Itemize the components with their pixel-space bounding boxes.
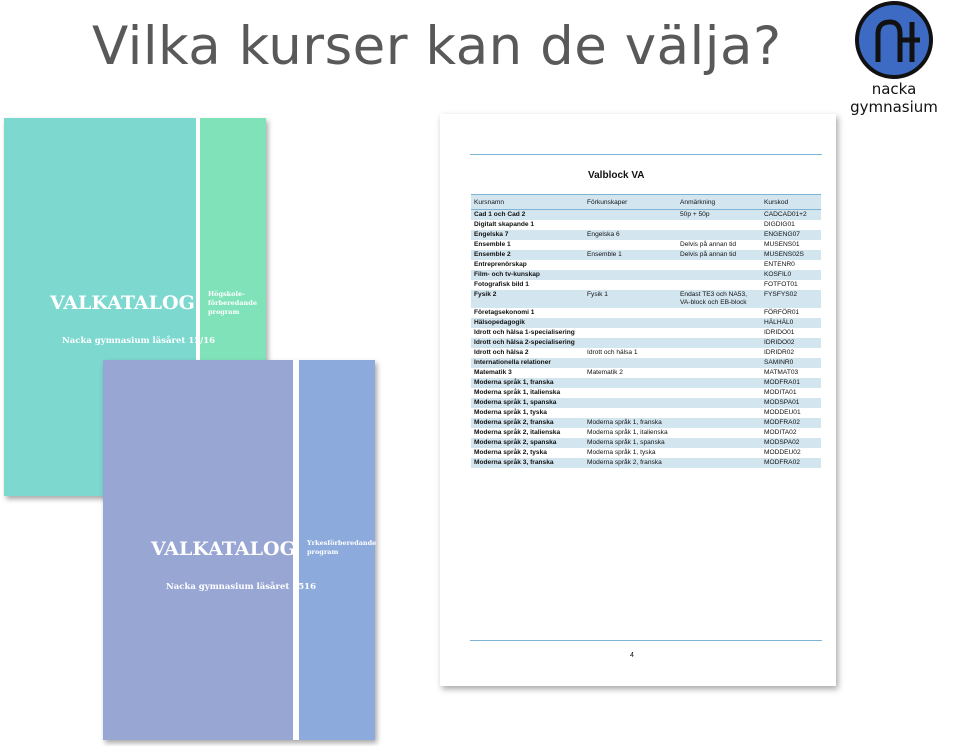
table-row bbox=[471, 318, 821, 328]
table-cell: ENTENR0 bbox=[761, 260, 821, 270]
table-cell: Delvis på annan tid bbox=[677, 250, 761, 260]
table-row bbox=[471, 210, 821, 221]
table-cell: Moderna språk 2, tyska bbox=[471, 448, 584, 458]
table-cell bbox=[677, 270, 761, 280]
table-cell bbox=[677, 230, 761, 240]
table-cell bbox=[677, 378, 761, 388]
table-cell: MODSPA02 bbox=[761, 438, 821, 448]
table-cell: IDRIDR02 bbox=[761, 348, 821, 358]
column-header: Kurskod bbox=[761, 195, 821, 210]
table-cell: Fotografisk bild 1 bbox=[471, 280, 584, 290]
table-cell: Moderna språk 1, spanska bbox=[471, 398, 584, 408]
table-row bbox=[471, 428, 821, 438]
table-cell: Moderna språk 1, italienska bbox=[584, 428, 677, 438]
table-row bbox=[471, 408, 821, 418]
cover-subtitle: Nacka gymnasium läsåret 15/16 bbox=[62, 336, 216, 346]
cover-title: VALKATALOG bbox=[151, 538, 296, 560]
table-cell bbox=[677, 220, 761, 230]
column-header: Förkunskaper bbox=[584, 195, 677, 210]
table-cell: Idrott och hälsa 2-specialisering bbox=[471, 338, 584, 348]
table-row bbox=[471, 388, 821, 398]
table-cell: FÖRFÖR01 bbox=[761, 308, 821, 318]
table-cell bbox=[677, 260, 761, 270]
table-cell: Moderna språk 1, franska bbox=[471, 378, 584, 388]
table-cell bbox=[584, 270, 677, 280]
table-cell bbox=[677, 438, 761, 448]
table-cell: MUSENS02S bbox=[761, 250, 821, 260]
table-cell bbox=[584, 240, 677, 250]
table-row bbox=[471, 378, 821, 388]
cover-side-text: Högskole-förberedande program bbox=[208, 290, 257, 316]
table-cell: 50p + 50p bbox=[677, 210, 761, 221]
table-cell bbox=[584, 408, 677, 418]
table-cell bbox=[584, 378, 677, 388]
table-header-row bbox=[471, 195, 821, 210]
table-cell: Delvis på annan tid bbox=[677, 240, 761, 250]
table-cell: Ensemble 1 bbox=[471, 240, 584, 250]
table-cell: Engelska 6 bbox=[584, 230, 677, 240]
table-cell: HÄLHÄL0 bbox=[761, 318, 821, 328]
table-row bbox=[471, 338, 821, 348]
table-cell bbox=[584, 220, 677, 230]
table-cell bbox=[584, 210, 677, 221]
table-cell bbox=[677, 308, 761, 318]
table-cell: SAMINR0 bbox=[761, 358, 821, 368]
table-cell bbox=[677, 408, 761, 418]
table-row bbox=[471, 448, 821, 458]
table-cell bbox=[677, 458, 761, 468]
divider bbox=[470, 640, 822, 641]
table-cell: FYSFYS02 bbox=[761, 290, 821, 308]
table-row bbox=[471, 270, 821, 280]
table-cell: Moderna språk 2, spanska bbox=[471, 438, 584, 448]
table-cell: CADCAD01+2 bbox=[761, 210, 821, 221]
table-cell: Moderna språk 3, franska bbox=[471, 458, 584, 468]
table-cell: Moderna språk 1, franska bbox=[584, 418, 677, 428]
page-heading: Valblock VA bbox=[588, 170, 645, 181]
table-cell: Hälsopedagogik bbox=[471, 318, 584, 328]
table-cell: Moderna språk 1, italienska bbox=[471, 388, 584, 398]
table-cell: MODFRA01 bbox=[761, 378, 821, 388]
logo-text: nacka gymnasium bbox=[850, 80, 938, 116]
table-row bbox=[471, 438, 821, 448]
table-cell: KOSFIL0 bbox=[761, 270, 821, 280]
course-table bbox=[471, 194, 821, 468]
table-cell bbox=[677, 280, 761, 290]
divider bbox=[470, 154, 822, 155]
table-row bbox=[471, 368, 821, 378]
table-row bbox=[471, 358, 821, 368]
table-cell bbox=[677, 368, 761, 378]
table-cell: Moderna språk 2, franska bbox=[471, 418, 584, 428]
table-cell bbox=[677, 388, 761, 398]
table-cell bbox=[677, 348, 761, 358]
table-cell: Fysik 1 bbox=[584, 290, 677, 308]
table-cell bbox=[677, 428, 761, 438]
table-cell bbox=[584, 388, 677, 398]
table-row bbox=[471, 348, 821, 358]
table-cell bbox=[677, 398, 761, 408]
table-cell: MODDEU01 bbox=[761, 408, 821, 418]
table-row bbox=[471, 280, 821, 290]
table-cell bbox=[584, 260, 677, 270]
table-cell: MUSENS01 bbox=[761, 240, 821, 250]
cover-side-text: Yrkesförberedande program bbox=[307, 539, 377, 556]
table-cell: ENGENG07 bbox=[761, 230, 821, 240]
table-cell bbox=[584, 280, 677, 290]
table-cell: IDRIDO02 bbox=[761, 338, 821, 348]
table-cell: Film- och tv-kunskap bbox=[471, 270, 584, 280]
table-cell: Entreprenörskap bbox=[471, 260, 584, 270]
table-cell: MATMAT03 bbox=[761, 368, 821, 378]
table-cell: DIGDIG01 bbox=[761, 220, 821, 230]
table-cell: FOTFOT01 bbox=[761, 280, 821, 290]
table-cell bbox=[584, 338, 677, 348]
logo-mark-icon bbox=[854, 0, 934, 80]
table-cell bbox=[677, 358, 761, 368]
slide-title: Vilka kurser kan de välja? bbox=[92, 16, 782, 77]
table-row bbox=[471, 398, 821, 408]
table-row bbox=[471, 328, 821, 338]
table-cell: Matematik 2 bbox=[584, 368, 677, 378]
table-cell: MODITA01 bbox=[761, 388, 821, 398]
table-cell: Moderna språk 1, spanska bbox=[584, 438, 677, 448]
table-cell bbox=[677, 318, 761, 328]
table-row bbox=[471, 308, 821, 318]
table-cell bbox=[584, 398, 677, 408]
table-cell: Moderna språk 2, italienska bbox=[471, 428, 584, 438]
nacka-gymnasium-logo bbox=[828, 0, 960, 116]
table-cell: Idrott och hälsa 1 bbox=[584, 348, 677, 358]
table-cell: Endast TE3 och NA53, VA-block och EB-block bbox=[677, 290, 761, 308]
table-row bbox=[471, 230, 821, 240]
table-cell: Fysik 2 bbox=[471, 290, 584, 308]
cover-subtitle: Nacka gymnasium läsåret 1516 bbox=[166, 582, 316, 592]
table-cell: Engelska 7 bbox=[471, 230, 584, 240]
table-cell: Moderna språk 2, franska bbox=[584, 458, 677, 468]
table-cell bbox=[677, 338, 761, 348]
table-cell: MODFRA02 bbox=[761, 458, 821, 468]
table-cell: Cad 1 och Cad 2 bbox=[471, 210, 584, 221]
table-cell bbox=[584, 308, 677, 318]
table-cell bbox=[677, 328, 761, 338]
page-number: 4 bbox=[630, 652, 634, 659]
table-row bbox=[471, 240, 821, 250]
table-cell bbox=[584, 328, 677, 338]
table-row bbox=[471, 260, 821, 270]
table-row bbox=[471, 418, 821, 428]
table-cell: Idrott och hälsa 1-specialisering bbox=[471, 328, 584, 338]
table-cell: Ensemble 2 bbox=[471, 250, 584, 260]
table-cell: Ensemble 1 bbox=[584, 250, 677, 260]
table-cell bbox=[677, 448, 761, 458]
table-cell bbox=[677, 418, 761, 428]
table-cell: MODSPA01 bbox=[761, 398, 821, 408]
column-header: Anmärkning bbox=[677, 195, 761, 210]
table-cell: Internationella relationer bbox=[471, 358, 584, 368]
table-cell: IDRIDO01 bbox=[761, 328, 821, 338]
cover-title: VALKATALOG bbox=[50, 292, 195, 314]
table-row bbox=[471, 250, 821, 260]
table-body bbox=[471, 210, 821, 469]
column-header: Kursnamn bbox=[471, 195, 584, 210]
table-cell bbox=[584, 358, 677, 368]
table-row bbox=[471, 220, 821, 230]
table-cell: Digitalt skapande 1 bbox=[471, 220, 584, 230]
catalog-page bbox=[440, 114, 836, 686]
table-cell: Företagsekonomi 1 bbox=[471, 308, 584, 318]
table-cell bbox=[584, 318, 677, 328]
table-cell: Moderna språk 1, tyska bbox=[584, 448, 677, 458]
table-row bbox=[471, 458, 821, 468]
table-cell: MODDEU02 bbox=[761, 448, 821, 458]
table-cell: MODFRA02 bbox=[761, 418, 821, 428]
catalog-cover-yrkes bbox=[103, 360, 375, 740]
table-row bbox=[471, 290, 821, 308]
table-cell: MODITA02 bbox=[761, 428, 821, 438]
table-cell: Matematik 3 bbox=[471, 368, 584, 378]
table-cell: Idrott och hälsa 2 bbox=[471, 348, 584, 358]
table-cell: Moderna språk 1, tyska bbox=[471, 408, 584, 418]
